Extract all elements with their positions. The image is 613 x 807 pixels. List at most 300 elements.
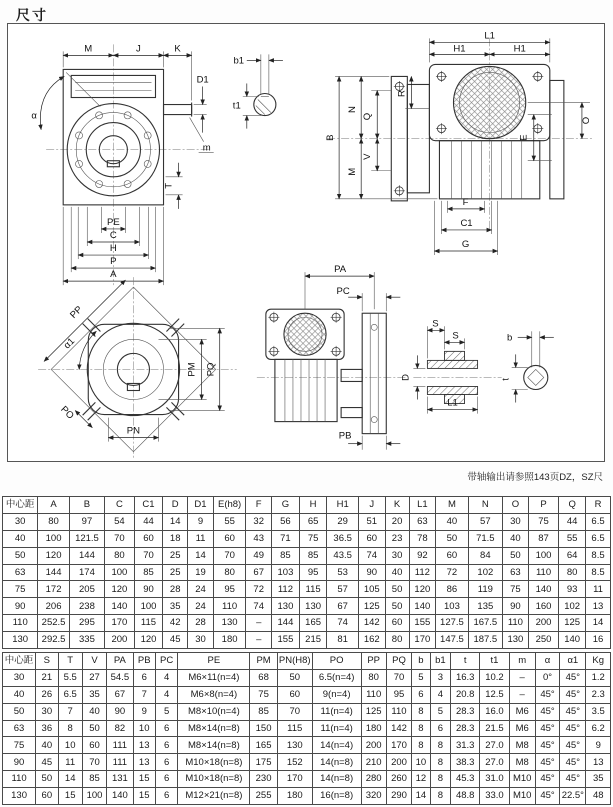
table-cell: 255: [250, 788, 277, 805]
table-cell: 125: [358, 598, 385, 615]
table-cell: 60: [213, 530, 245, 547]
table-cell: 50: [385, 581, 409, 598]
table-cell: M6×8(n=4): [178, 686, 250, 703]
table-cell: 28: [163, 581, 188, 598]
table-cell: 86: [436, 581, 468, 598]
table-cell: 95: [386, 686, 411, 703]
table-cell: M8×14(n=8): [178, 720, 250, 737]
table-cell: 9: [586, 737, 611, 754]
table-cell: 81: [327, 632, 358, 649]
table-cell: 13: [586, 598, 611, 615]
table-cell: 24: [188, 598, 214, 615]
table-cell: 110: [3, 771, 36, 788]
table-cell: 23: [385, 530, 409, 547]
table-cell: 110: [3, 615, 38, 632]
table-cell: 60: [358, 530, 385, 547]
dim-label-S-right: S: [452, 330, 459, 342]
table-cell: 67: [107, 686, 133, 703]
table-cell: 127.5: [436, 615, 468, 632]
table-cell: 4: [155, 669, 177, 686]
table-cell: 45°: [535, 703, 559, 720]
table-cell: 48: [586, 788, 611, 805]
table-cell: 20.8: [451, 686, 480, 703]
table-cell: 36.5: [327, 530, 358, 547]
table-cell: 174: [69, 564, 104, 581]
header-cell: PN(H8): [277, 653, 312, 670]
table-cell: 14(n=8): [312, 754, 361, 771]
table-cell: 8: [412, 737, 431, 754]
table-cell: 135: [468, 598, 502, 615]
header-cell: t: [451, 653, 480, 670]
dim-label-M2: M: [347, 167, 359, 176]
table-cell: M6×11(n=4): [178, 669, 250, 686]
table-cell: 230: [250, 771, 277, 788]
table-cell: 8: [430, 771, 450, 788]
table-cell: 63: [409, 513, 436, 530]
table-cell: 172: [38, 581, 69, 598]
dim-label-C1: C1: [460, 217, 473, 229]
dim-label-PC: PC: [336, 286, 350, 298]
table-cell: M6: [509, 720, 535, 737]
table-cell: 53: [327, 564, 358, 581]
table-cell: 95: [213, 581, 245, 598]
table-cell: M10: [509, 788, 535, 805]
table-cell: 60: [36, 788, 58, 805]
dim-label-b: b: [507, 332, 513, 344]
table-cell: 100: [528, 547, 559, 564]
table-cell: 120: [134, 632, 163, 649]
header-cell: PB: [133, 653, 155, 670]
table-cell: 210: [361, 754, 386, 771]
table-cell: 80: [213, 564, 245, 581]
dim-label-G: G: [461, 239, 470, 251]
table-cell: 16.3: [451, 669, 480, 686]
table-row: [3, 581, 611, 598]
table-cell: 50: [436, 530, 468, 547]
table-cell: 85: [250, 703, 277, 720]
table-cell: 13: [586, 754, 611, 771]
table-cell: 85: [134, 564, 163, 581]
dim-label-K: K: [174, 43, 181, 55]
table-cell: 335: [69, 632, 104, 649]
header-cell: 中心距: [3, 653, 36, 670]
table-cell: 100: [134, 598, 163, 615]
table-cell: 6.2: [586, 720, 611, 737]
table-cell: 6.5: [586, 513, 611, 530]
dim-label-Q: Q: [362, 112, 374, 121]
table-cell: 12: [412, 771, 431, 788]
dim-label-N: N: [347, 106, 359, 113]
table-cell: 84: [468, 547, 502, 564]
table-cell: 140: [409, 598, 436, 615]
header-cell: T: [58, 653, 82, 670]
header-cell: m: [509, 653, 535, 670]
table-cell: 14: [58, 771, 82, 788]
table-cell: 115: [277, 720, 312, 737]
table-cell: 9(n=4): [312, 686, 361, 703]
table-cell: 71.5: [468, 530, 502, 547]
table-cell: 40: [3, 530, 38, 547]
dim-label-B: B: [325, 134, 337, 141]
table-cell: 45°: [535, 754, 559, 771]
table-cell: 50: [3, 547, 38, 564]
header-cell: C: [105, 497, 135, 514]
table-cell: 110: [386, 703, 411, 720]
figure-front-view: [31, 43, 213, 285]
header-cell: F: [246, 497, 272, 514]
shaft-output-note: 带轴输出请参照143页DZ，SZ尺: [467, 472, 603, 483]
table-cell: 24: [188, 581, 214, 598]
table-cell: 120: [409, 581, 436, 598]
table-cell: 50: [82, 720, 106, 737]
header-cell: R: [586, 497, 611, 514]
table-cell: 206: [38, 598, 69, 615]
dimension-drawings-panel: [7, 23, 605, 462]
header-cell: M: [436, 497, 468, 514]
table-cell: 80: [361, 669, 386, 686]
dim-label-H1-right: H1: [513, 43, 526, 55]
table-cell: 144: [69, 547, 104, 564]
table-cell: 8: [430, 788, 450, 805]
header-cell: D1: [188, 497, 214, 514]
table-cell: 36: [36, 720, 58, 737]
table-cell: –: [246, 632, 272, 649]
table-cell: 21.5: [480, 720, 509, 737]
table-cell: 130: [213, 615, 245, 632]
table-cell: 5: [430, 703, 450, 720]
table-cell: 55: [213, 513, 245, 530]
table-cell: 165: [250, 737, 277, 754]
table-cell: M10: [509, 771, 535, 788]
header-row: [3, 497, 611, 514]
table-row: [3, 771, 611, 788]
table-cell: 57: [468, 513, 502, 530]
table-cell: 1.2: [586, 669, 611, 686]
table-cell: 130: [272, 598, 300, 615]
table-cell: M8: [509, 754, 535, 771]
table-cell: 21: [36, 669, 58, 686]
figure-output-key-detail: [501, 331, 554, 402]
table-cell: 71: [272, 530, 300, 547]
table-cell: 11: [586, 581, 611, 598]
table-cell: 27.0: [480, 754, 509, 771]
table-cell: 6.5: [58, 686, 82, 703]
dim-label-t: t: [500, 378, 512, 381]
figure-output-side-view: [257, 264, 408, 450]
table-cell: 18: [163, 530, 188, 547]
table-cell: 115: [299, 581, 327, 598]
table-cell: 45°: [560, 669, 586, 686]
table-cell: 170: [409, 632, 436, 649]
table-cell: 63: [3, 720, 36, 737]
table-cell: 144: [272, 615, 300, 632]
table-cell: 45°: [560, 703, 586, 720]
table-row: [3, 788, 611, 805]
table-cell: 260: [386, 771, 411, 788]
header-cell: PP: [361, 653, 386, 670]
table-cell: 54.5: [107, 669, 133, 686]
table-cell: 167.5: [468, 615, 502, 632]
header-cell: t1: [480, 653, 509, 670]
table-cell: 12.5: [480, 686, 509, 703]
table-cell: 63: [3, 564, 38, 581]
table-cell: 90: [503, 598, 529, 615]
table-cell: 14: [188, 547, 214, 564]
dim-label-O: O: [580, 116, 592, 125]
table-cell: 165: [299, 615, 327, 632]
header-cell: C1: [134, 497, 163, 514]
table-cell: 10.2: [480, 669, 509, 686]
table-cell: 19: [188, 564, 214, 581]
table-row: [3, 754, 611, 771]
table-cell: 80: [385, 632, 409, 649]
table-cell: 7: [58, 703, 82, 720]
table-row: [3, 720, 611, 737]
dim-label-P: P: [110, 256, 117, 268]
table-cell: 6: [155, 737, 177, 754]
table-cell: 40: [36, 737, 58, 754]
table-cell: 125: [559, 615, 586, 632]
header-cell: PE: [178, 653, 250, 670]
table-cell: 50: [385, 598, 409, 615]
table-cell: 25: [163, 547, 188, 564]
table-cell: 25: [163, 564, 188, 581]
table-cell: 13: [133, 737, 155, 754]
table-cell: 215: [299, 632, 327, 649]
table-cell: 100: [82, 788, 106, 805]
table-cell: 6: [412, 686, 431, 703]
table-cell: 9: [133, 703, 155, 720]
header-cell: Kg: [586, 653, 611, 670]
table-cell: 144: [38, 564, 69, 581]
table-cell: M10×18(n=8): [178, 754, 250, 771]
table-cell: 130: [3, 632, 38, 649]
header-cell: α: [535, 653, 559, 670]
table-cell: 6: [133, 669, 155, 686]
table-cell: 155: [409, 615, 436, 632]
table-cell: 8: [412, 720, 431, 737]
table-cell: 11(n=4): [312, 703, 361, 720]
table-cell: M8×10(n=4): [178, 703, 250, 720]
table-row: [3, 598, 611, 615]
table-cell: 45: [36, 754, 58, 771]
table-cell: 175: [250, 754, 277, 771]
header-cell: PQ: [386, 653, 411, 670]
table-row: [3, 669, 611, 686]
table-cell: 112: [272, 581, 300, 598]
dim-label-J: J: [136, 43, 141, 55]
table-cell: 3.5: [586, 703, 611, 720]
table-cell: 65: [299, 513, 327, 530]
table-cell: 110: [361, 686, 386, 703]
table-cell: 102: [559, 598, 586, 615]
table-cell: 200: [528, 615, 559, 632]
table-cell: 111: [107, 754, 133, 771]
header-cell: V: [82, 653, 106, 670]
table-row: [3, 686, 611, 703]
table-cell: 200: [105, 632, 135, 649]
table-cell: 97: [69, 513, 104, 530]
table-cell: 82: [107, 720, 133, 737]
dim-label-b1: b1: [233, 55, 245, 67]
table-cell: 30: [3, 669, 36, 686]
table-cell: 180: [213, 632, 245, 649]
table-cell: 105: [358, 581, 385, 598]
table-cell: 40: [503, 530, 529, 547]
dim-label-H1-left: H1: [453, 43, 466, 55]
table-cell: 95: [299, 564, 327, 581]
table-cell: 14: [586, 615, 611, 632]
header-cell: G: [272, 497, 300, 514]
table-cell: 50: [3, 703, 36, 720]
table-cell: 75: [3, 737, 36, 754]
table-cell: 31.0: [480, 771, 509, 788]
table-cell: –: [509, 669, 535, 686]
table-cell: 6: [155, 754, 177, 771]
header-cell: PC: [155, 653, 177, 670]
table-cell: 140: [105, 598, 135, 615]
table-cell: 85: [82, 771, 106, 788]
table-cell: 100: [105, 564, 135, 581]
dimension-drawings: [8, 24, 604, 461]
dim-label-S-left: S: [432, 318, 439, 330]
table-cell: 90: [134, 581, 163, 598]
table-cell: 45°: [560, 771, 586, 788]
table-cell: 14(n=8): [312, 771, 361, 788]
table-cell: 14: [412, 788, 431, 805]
table-cell: 45°: [560, 686, 586, 703]
table-cell: –: [246, 615, 272, 632]
dim-label-PQ: PQ: [205, 362, 217, 377]
table-cell: 200: [386, 754, 411, 771]
table-cell: 3: [430, 669, 450, 686]
table-cell: 280: [361, 771, 386, 788]
table-cell: 40: [385, 564, 409, 581]
table-cell: 27.0: [480, 737, 509, 754]
header-cell: b: [412, 653, 431, 670]
table-cell: 5: [412, 669, 431, 686]
dim-label-alpha1: α1: [61, 335, 78, 352]
table-cell: 6: [155, 771, 177, 788]
table-cell: 64: [559, 547, 586, 564]
table-cell: M10×18(n=8): [178, 771, 250, 788]
header-cell: A: [38, 497, 69, 514]
table-cell: 75: [503, 581, 529, 598]
table-cell: 27: [82, 669, 106, 686]
table-cell: 8: [58, 720, 82, 737]
table-cell: 6: [430, 720, 450, 737]
table-cell: 60: [436, 547, 468, 564]
table-cell: 238: [69, 598, 104, 615]
table-cell: 15: [133, 788, 155, 805]
table-cell: 121.5: [69, 530, 104, 547]
table-cell: 30: [3, 513, 38, 530]
table-cell: 54: [105, 513, 135, 530]
table-cell: 55: [559, 530, 586, 547]
table-cell: 60: [82, 737, 106, 754]
table-cell: 250: [528, 632, 559, 649]
table-cell: 16.0: [480, 703, 509, 720]
dim-label-E: E: [518, 134, 530, 141]
table-cell: 74: [358, 547, 385, 564]
dimensions-table-2: [2, 652, 611, 805]
table-cell: 13: [133, 754, 155, 771]
table-cell: 60: [134, 530, 163, 547]
table-cell: 50: [277, 669, 312, 686]
table-cell: 111: [107, 737, 133, 754]
table-cell: 28.3: [451, 720, 480, 737]
figure-side-view: [325, 30, 594, 255]
table-cell: 110: [503, 615, 529, 632]
table-cell: 78: [409, 530, 436, 547]
table-cell: 70: [277, 703, 312, 720]
table-cell: 22.5°: [560, 788, 586, 805]
table-cell: 140: [528, 581, 559, 598]
table-cell: 48.8: [451, 788, 480, 805]
table-cell: 7: [133, 686, 155, 703]
table-cell: 70: [386, 669, 411, 686]
header-cell: N: [468, 497, 502, 514]
table-cell: 67: [327, 598, 358, 615]
table-row: [3, 615, 611, 632]
table-cell: 75: [299, 530, 327, 547]
dim-label-H: H: [109, 243, 117, 255]
dim-label-C: C: [109, 229, 117, 241]
table-cell: 120: [105, 581, 135, 598]
header-cell: J: [358, 497, 385, 514]
table-row: [3, 632, 611, 649]
table-cell: 140: [559, 632, 586, 649]
table-cell: 70: [134, 547, 163, 564]
figure-hollow-shaft-section: [400, 318, 501, 413]
table-cell: 90: [107, 703, 133, 720]
page-title: 尺寸: [16, 7, 48, 23]
table-cell: 180: [277, 788, 312, 805]
table-cell: 110: [528, 564, 559, 581]
table-cell: M8: [509, 737, 535, 754]
table-cell: M6: [509, 703, 535, 720]
table-cell: 29: [327, 513, 358, 530]
table-cell: –: [509, 686, 535, 703]
table-cell: 63: [503, 564, 529, 581]
table-cell: 40: [436, 513, 468, 530]
table-cell: 20: [385, 513, 409, 530]
figure-output-flange-view: [38, 277, 237, 460]
table-cell: 8.5: [586, 547, 611, 564]
table-cell: M8×14(n=8): [178, 737, 250, 754]
table-cell: 33.0: [480, 788, 509, 805]
table-cell: 90: [358, 564, 385, 581]
table-cell: 5: [155, 703, 177, 720]
table-cell: 180: [361, 720, 386, 737]
table-cell: 45.3: [451, 771, 480, 788]
table-cell: 320: [361, 788, 386, 805]
table-cell: 10: [133, 720, 155, 737]
table-cell: 8: [430, 754, 450, 771]
dim-label-D2: D: [400, 374, 412, 381]
table-cell: 11: [58, 754, 82, 771]
table-cell: 45°: [535, 686, 559, 703]
table-cell: 8: [430, 737, 450, 754]
table-cell: 90: [3, 754, 36, 771]
table-cell: 32: [246, 513, 272, 530]
table-cell: 150: [250, 720, 277, 737]
table-cell: 130: [277, 737, 312, 754]
table-cell: 28: [188, 615, 214, 632]
dimensions-table-1: [2, 496, 611, 649]
table-cell: 140: [107, 788, 133, 805]
table-cell: 16: [586, 632, 611, 649]
